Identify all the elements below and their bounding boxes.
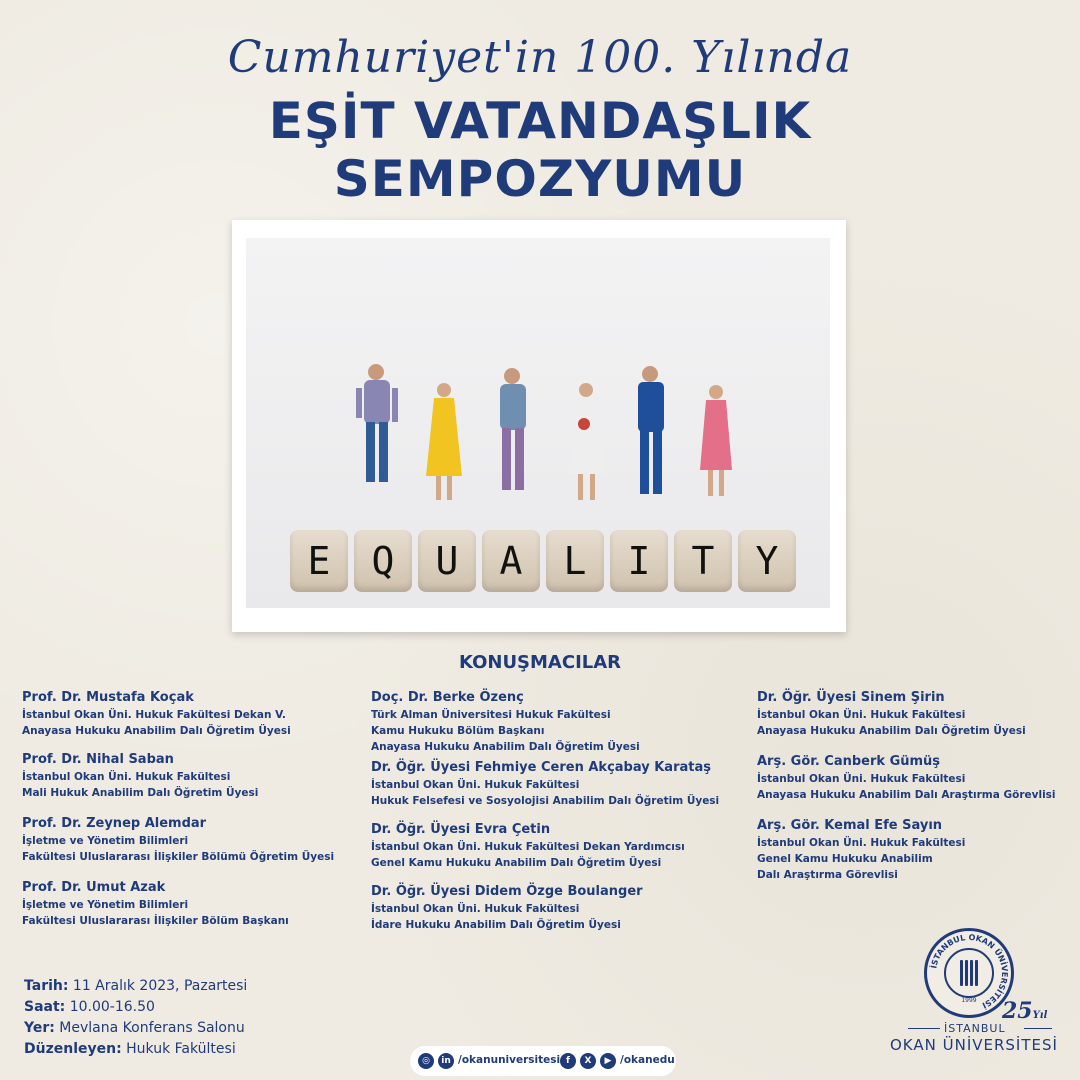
letter-block: I xyxy=(610,530,668,592)
speaker-item xyxy=(22,751,362,801)
seal-year: 1999 xyxy=(961,997,977,1004)
speakers-heading: KONUŞMACILAR xyxy=(458,652,622,673)
seal-emblem xyxy=(944,948,994,998)
speaker-item xyxy=(757,753,1067,803)
speaker-title: Dalı Araştırma Görevlisi xyxy=(757,869,898,881)
speaker-title: İstanbul Okan Üni. Hukuk Fakültesi Dekan Yardımcısı xyxy=(371,841,685,853)
speaker-item xyxy=(371,759,741,809)
speaker-title: Anayasa Hukuku Anabilim Dalı Öğretim Üyesi xyxy=(371,741,640,753)
speaker-title: İstanbul Okan Üni. Hukuk Fakültesi xyxy=(757,709,966,721)
linkedin-icon[interactable]: in xyxy=(438,1053,454,1069)
page-title-line1: EŞİT VATANDAŞLIK xyxy=(268,92,812,150)
speaker-item xyxy=(371,821,741,871)
letter-block: L xyxy=(546,530,604,592)
speaker-name: Arş. Gör. Kemal Efe Sayın xyxy=(757,818,943,833)
logo-divider xyxy=(908,1028,940,1029)
equality-blocks xyxy=(290,530,798,592)
figurines-illustration xyxy=(246,238,830,538)
logo-university-name: OKAN ÜNİVERSİTESİ xyxy=(890,1036,1058,1054)
youtube-icon[interactable]: ▶ xyxy=(600,1053,616,1069)
speaker-title: İşletme ve Yönetim Bilimleri xyxy=(22,899,189,911)
anniversary-suffix: Yıl xyxy=(1032,1010,1048,1021)
letter-block: Y xyxy=(738,530,796,592)
anniversary-mark xyxy=(1002,998,1047,1024)
speaker-item xyxy=(371,883,741,933)
university-seal xyxy=(924,928,1014,1018)
speaker-item xyxy=(757,689,1067,739)
speaker-item xyxy=(22,879,362,929)
speaker-name: Dr. Öğr. Üyesi Didem Özge Boulanger xyxy=(371,884,643,899)
social-handle-university[interactable]: /okanuniversitesi xyxy=(458,1054,561,1066)
speaker-title: Türk Alman Üniversitesi Hukuk Fakültesi xyxy=(371,709,611,721)
okan-university-logo xyxy=(890,926,1070,1056)
speakers-column-2 xyxy=(371,689,741,933)
speaker-name: Prof. Dr. Umut Azak xyxy=(22,880,166,895)
speaker-title: Genel Kamu Hukuku Anabilim Dalı Öğretim Üyesi xyxy=(371,857,662,869)
social-bar xyxy=(410,1046,676,1076)
seal-text: İSTANBUL OKAN ÜNİVERSİTESİ xyxy=(929,932,1010,1010)
speaker-title: Fakültesi Uluslararası İlişkiler Bölümü Öğretim Üyesi xyxy=(22,851,335,863)
speaker-name: Prof. Dr. Nihal Saban xyxy=(22,752,174,767)
speaker-name: Dr. Öğr. Üyesi Sinem Şirin xyxy=(757,690,945,705)
speakers-column-1 xyxy=(22,689,362,929)
anniversary-number: 25 xyxy=(1002,998,1033,1024)
event-date-label: Tarih: xyxy=(24,978,69,994)
event-organizer-value: Hukuk Fakültesi xyxy=(121,1041,236,1057)
event-organizer-label: Düzenleyen: xyxy=(24,1041,122,1057)
pillars-icon xyxy=(960,960,978,986)
speaker-title: İstanbul Okan Üni. Hukuk Fakültesi xyxy=(22,771,231,783)
speaker-title: İstanbul Okan Üni. Hukuk Fakültesi xyxy=(757,773,966,785)
speaker-item xyxy=(371,689,741,755)
equality-photo-frame xyxy=(232,220,846,632)
speaker-item xyxy=(22,815,362,865)
x-icon[interactable]: X xyxy=(580,1053,596,1069)
speaker-title: İşletme ve Yönetim Bilimleri xyxy=(22,835,189,847)
script-subtitle: Cumhuriyet'in 100. Yılında xyxy=(227,32,853,83)
speaker-name: Prof. Dr. Zeynep Alemdar xyxy=(22,816,207,831)
speaker-name: Arş. Gör. Canberk Gümüş xyxy=(757,754,941,769)
speaker-name: Dr. Öğr. Üyesi Evra Çetin xyxy=(371,822,551,837)
speaker-item xyxy=(757,817,1067,883)
event-time xyxy=(24,997,247,1018)
page-title-line2: SEMPOZYUMU xyxy=(333,150,747,208)
speaker-title: İdare Hukuku Anabilim Dalı Öğretim Üyesi xyxy=(371,919,621,931)
speaker-title: İstanbul Okan Üni. Hukuk Fakültesi xyxy=(371,779,580,791)
speaker-title: Anayasa Hukuku Anabilim Dalı Öğretim Üyesi xyxy=(22,725,291,737)
letter-block: A xyxy=(482,530,540,592)
event-time-label: Saat: xyxy=(24,999,66,1015)
event-time-value: 10.00-16.50 xyxy=(65,999,155,1015)
event-place-value: Mevlana Konferans Salonu xyxy=(54,1020,245,1036)
speaker-title: İstanbul Okan Üni. Hukuk Fakültesi Dekan V. xyxy=(22,709,286,721)
event-info xyxy=(24,976,247,1060)
event-date xyxy=(24,976,247,997)
speakers-column-3 xyxy=(757,689,1067,883)
speaker-title: Hukuk Felsefesi ve Sosyolojisi Anabilim Dalı Öğretim Üyesi xyxy=(371,795,720,807)
speaker-title: İstanbul Okan Üni. Hukuk Fakültesi xyxy=(371,903,580,915)
speaker-title: Mali Hukuk Anabilim Dalı Öğretim Üyesi xyxy=(22,787,259,799)
speaker-title: Anayasa Hukuku Anabilim Dalı Araştırma Görevlisi xyxy=(757,789,1056,801)
letter-block: E xyxy=(290,530,348,592)
speaker-title: İstanbul Okan Üni. Hukuk Fakültesi xyxy=(757,837,966,849)
speaker-title: Genel Kamu Hukuku Anabilim xyxy=(757,853,933,865)
event-place-label: Yer: xyxy=(24,1020,55,1036)
instagram-icon[interactable]: ◎ xyxy=(418,1053,434,1069)
speaker-name: Doç. Dr. Berke Özenç xyxy=(371,690,524,705)
logo-divider xyxy=(1024,1028,1052,1029)
speaker-item xyxy=(22,689,362,739)
equality-photo xyxy=(246,238,830,608)
letter-block: U xyxy=(418,530,476,592)
letter-block: Q xyxy=(354,530,412,592)
event-date-value: 11 Aralık 2023, Pazartesi xyxy=(68,978,248,994)
speaker-title: Anayasa Hukuku Anabilim Dalı Öğretim Üyesi xyxy=(757,725,1026,737)
event-organizer xyxy=(24,1039,247,1060)
speaker-name: Prof. Dr. Mustafa Koçak xyxy=(22,690,194,705)
speaker-title: Fakültesi Uluslararası İlişkiler Bölüm Başkanı xyxy=(22,915,289,927)
facebook-icon[interactable]: f xyxy=(560,1053,576,1069)
speaker-title: Kamu Hukuku Bölüm Başkanı xyxy=(371,725,545,737)
letter-block: T xyxy=(674,530,732,592)
logo-city: İSTANBUL xyxy=(944,1022,1006,1035)
social-handle-edu[interactable]: /okanedu xyxy=(620,1054,675,1066)
speaker-name: Dr. Öğr. Üyesi Fehmiye Ceren Akçabay Karataş xyxy=(371,760,711,775)
event-place xyxy=(24,1018,247,1039)
